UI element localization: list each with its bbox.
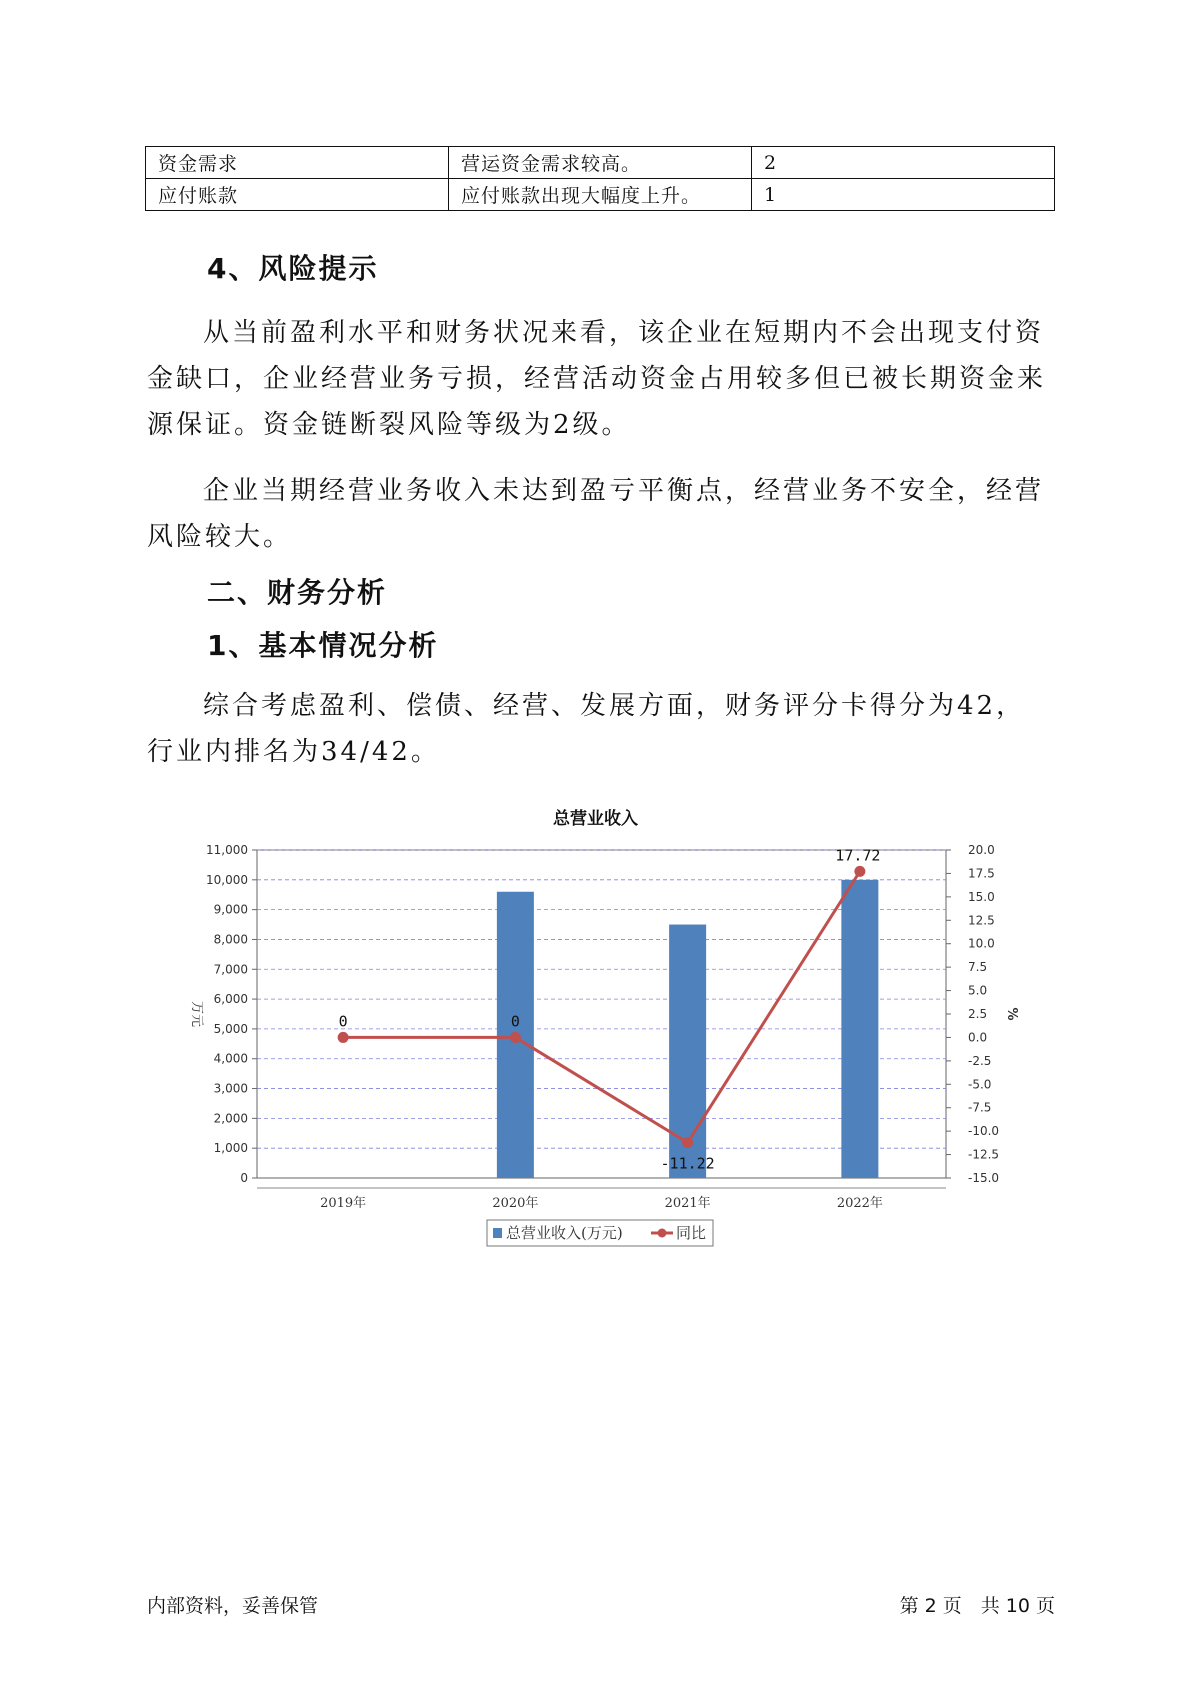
yoy-point [854, 866, 865, 877]
data-label: -11.22 [660, 1154, 715, 1173]
y-right-tick-label: 17.5 [968, 866, 995, 881]
y-tick-label: 7,000 [213, 962, 248, 977]
table-cell: 2 [752, 147, 1055, 179]
y-right-axis-label: % [1004, 1007, 1019, 1021]
y-right-tick-label: 2.5 [968, 1007, 988, 1021]
table-cell: 应付账款出现大幅度上升。 [449, 179, 752, 211]
y-right-tick-label: -7.5 [968, 1100, 992, 1115]
y-tick-label: 6,000 [213, 992, 248, 1007]
y-right-tick-label: -2.5 [968, 1053, 992, 1068]
data-label: 0 [510, 1012, 520, 1031]
page-number: 第 2 页 共 10 页 [899, 1595, 1055, 1617]
y-right-tick-label: -10.0 [968, 1124, 1000, 1139]
legend-swatch-marker [658, 1229, 667, 1238]
table-cell: 应付账款 [146, 179, 449, 211]
y-right-tick-label: -15.0 [968, 1171, 1000, 1185]
y-tick-label: 10,000 [206, 872, 248, 887]
legend-label-line: 同比 [676, 1224, 707, 1242]
y-right-tick-label: 7.5 [968, 960, 988, 975]
y-right-tick-label: -12.5 [968, 1147, 1000, 1162]
chart-title: 总营业收入 [553, 809, 638, 829]
finance-paragraph: 综合考虑盈利、偿债、经营、发展方面，财务评分卡得分为42，行业内排名为34/42。 [147, 691, 1026, 767]
y-tick-label: 2,000 [213, 1111, 248, 1126]
risk-heading: 4、风险提示 [207, 252, 379, 285]
yoy-point [338, 1032, 349, 1043]
x-tick-label: 2019年 [320, 1196, 367, 1211]
table-cell: 营运资金需求较高。 [449, 147, 752, 179]
y-tick-label: 11,000 [206, 843, 248, 857]
risk-paragraph-2: 企业当期经营业务收入未达到盈亏平衡点，经营业务不安全，经营风险较大。 [147, 476, 1045, 552]
risk-paragraph-1: 从当前盈利水平和财务状况来看，该企业在短期内不会出现支付资金缺口，企业经营业务亏损，经营活动资金占用较多但已被长期资金来源保证。资金链断裂风险等级为2级。 [147, 318, 1047, 440]
footer-note: 内部资料，妥善保管 [147, 1595, 319, 1617]
x-tick-label: 2022年 [836, 1196, 883, 1211]
table-cell: 资金需求 [146, 147, 449, 179]
y-right-tick-label: 12.5 [968, 913, 995, 928]
table-cell: 1 [752, 179, 1055, 211]
data-label: 0 [338, 1012, 348, 1031]
yoy-point [510, 1032, 521, 1043]
data-label: 17.72 [835, 846, 881, 865]
legend-label-bars: 总营业收入(万元) [506, 1224, 623, 1242]
y-tick-label: 4,000 [213, 1051, 248, 1066]
x-tick-label: 2020年 [492, 1196, 539, 1211]
y-tick-label: 8,000 [213, 932, 248, 947]
y-right-tick-label: 10.0 [968, 936, 995, 951]
y-axis-label: 万元 [189, 1000, 204, 1028]
finance-heading: 二、财务分析 [207, 576, 388, 609]
y-tick-label: 5,000 [213, 1021, 248, 1036]
yoy-point [682, 1137, 693, 1148]
y-right-tick-label: 0.0 [968, 1030, 988, 1045]
y-right-tick-label: 15.0 [968, 889, 995, 904]
y-right-tick-label: 20.0 [968, 843, 995, 857]
y-tick-label: 9,000 [213, 902, 248, 917]
y-tick-label: 0 [240, 1171, 248, 1185]
basic-analysis-heading: 1、基本情况分析 [207, 629, 439, 662]
y-right-tick-label: -5.0 [968, 1077, 992, 1092]
bar [841, 880, 878, 1178]
y-tick-label: 1,000 [213, 1141, 248, 1156]
y-tick-label: 3,000 [213, 1081, 248, 1096]
legend-swatch-bars [493, 1228, 502, 1238]
y-right-tick-label: 5.0 [968, 983, 988, 998]
x-tick-label: 2021年 [664, 1196, 711, 1211]
